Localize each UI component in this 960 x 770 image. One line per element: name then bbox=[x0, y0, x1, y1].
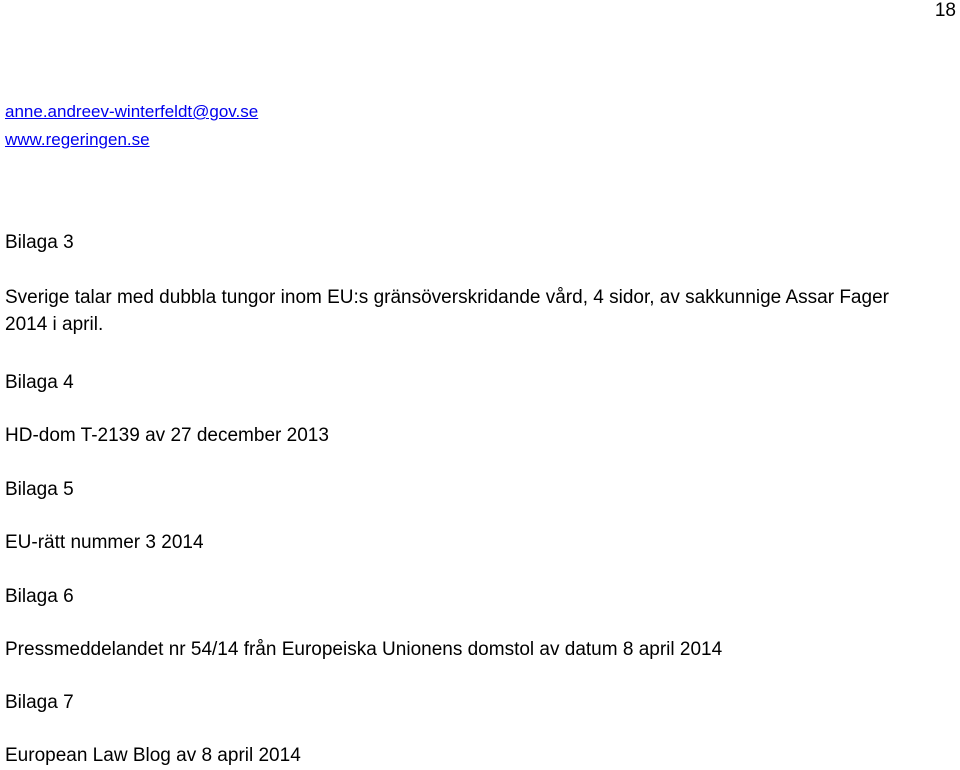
attachment-heading-6: Bilaga 6 bbox=[5, 586, 74, 607]
attachment-description-4: HD-dom T-2139 av 27 december 2013 bbox=[5, 425, 329, 446]
attachment-heading-3: Bilaga 3 bbox=[5, 232, 74, 253]
attachment-description-6: Pressmeddelandet nr 54/14 från Europeiska Unionens domstol av datum 8 april 2014 bbox=[5, 639, 723, 660]
page-number: 18 bbox=[934, 0, 956, 21]
attachment-description-5: EU-rätt nummer 3 2014 bbox=[5, 532, 204, 553]
attachment-heading-7: Bilaga 7 bbox=[5, 692, 74, 713]
attachment-heading-4: Bilaga 4 bbox=[5, 372, 74, 393]
attachment-heading-5: Bilaga 5 bbox=[5, 479, 74, 500]
attachment-description-7: European Law Blog av 8 april 2014 bbox=[5, 745, 301, 766]
website-link[interactable]: www.regeringen.se bbox=[5, 130, 150, 149]
attachment-description-3: Sverige talar med dubbla tungor inom EU:s gränsöverskridande vård, 4 sidor, av sakkunnige Assar Fager 2014 i april. bbox=[5, 287, 889, 335]
email-link[interactable]: anne.andreev-winterfeldt@gov.se bbox=[5, 102, 259, 121]
